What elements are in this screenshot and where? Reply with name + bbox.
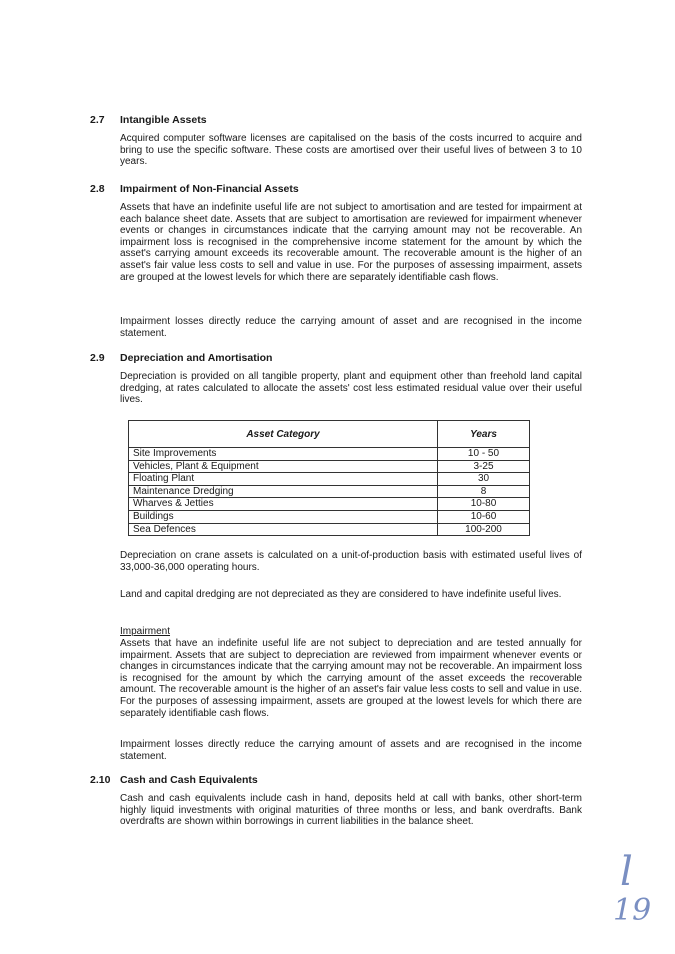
years-cell: 10 - 50 (438, 448, 530, 461)
section-2-8-title (90, 183, 299, 195)
table-row (129, 485, 530, 498)
impairment-subheading: Impairment (120, 626, 171, 637)
table-header-row (129, 421, 530, 448)
impairment-depreciation-paragraph: Assets that have an indefinite useful life are not subject to depreciation and are tested annually for impairment. Assets that are subject to depreciation are reviewed from impairment whenever events or changes in circumstances indicate that the carrying amount may not be recoverable. An impairment loss is recognised for the amount by which the carrying amount of the asset exceeds the recoverable amount. The recoverable amount is the higher of an asset's fair value less costs to sell and value in use. For the purposes of assessing impairment, assets are grouped at the lowest levels for which there are separately identifiable cash flows. (120, 638, 582, 719)
years-cell: 8 (438, 485, 530, 498)
col-years: Years (438, 421, 530, 448)
section-2-7-title (90, 114, 207, 126)
asset-category-cell: Floating Plant (129, 473, 438, 486)
impairment-losses-assets-paragraph: Impairment losses directly reduce the carrying amount of assets and are recognised in the income statement. (120, 739, 582, 762)
section-heading: Cash and Cash Equivalents (120, 774, 258, 786)
asset-category-cell: Sea Defences (129, 523, 438, 536)
table-row (129, 448, 530, 461)
impairment-paragraph: Assets that have an indefinite useful life are not subject to amortisation and are tested for impairment at each balance sheet date. Assets that are subject to amortisation are reviewed for impairment whenever events or changes in circumstances indicate that the carrying amount may not be recoverable. An impairment loss is recognised in the comprehensive income statement for the amount by which the asset's carrying amount exceeds its recoverable amount. The recoverable amount is the higher of an asset's fair value less costs to sell and value in use. For the purposes of assessing impairment, assets are grouped at the lowest levels for which there are separately identifiable cash flows. (120, 202, 582, 283)
section-2-9-title (90, 352, 272, 364)
section-heading: Intangible Assets (120, 114, 207, 126)
handwritten-initial: l (620, 849, 633, 895)
intangible-assets-paragraph: Acquired computer software licenses are capitalised on the basis of the costs incurred to acquire and bring to use the specific software. These costs are amortised over their useful lives of between 3 to 10 years. (120, 133, 582, 168)
col-asset-category: Asset Category (129, 421, 438, 448)
crane-depreciation-paragraph: Depreciation on crane assets is calculated on a unit-of-production basis with estimated useful lives of 33,000-36,000 operating hours. (120, 550, 582, 573)
section-2-10-title (90, 774, 258, 786)
years-cell: 100-200 (438, 523, 530, 536)
years-cell: 10-80 (438, 498, 530, 511)
section-heading: Impairment of Non-Financial Assets (120, 183, 299, 195)
section-number: 2.10 (90, 774, 111, 786)
table-row (129, 473, 530, 486)
section-number: 2.8 (90, 183, 105, 195)
section-heading: Depreciation and Amortisation (120, 352, 273, 364)
years-cell: 30 (438, 473, 530, 486)
handwritten-page-number: 19 (613, 893, 652, 928)
depreciation-paragraph: Depreciation is provided on all tangible property, plant and equipment other than freehold land capital dredging, at rates calculated to allocate the assets' cost less estimated residual value over their useful lives. (120, 371, 582, 406)
table-row (129, 523, 530, 536)
asset-category-cell: Buildings (129, 510, 438, 523)
impairment-losses-paragraph: Impairment losses directly reduce the carrying amount of asset and are recognised in the income statement. (120, 316, 582, 339)
cash-equivalents-paragraph: Cash and cash equivalents include cash in hand, deposits held at call with banks, other short-term highly liquid investments with original maturities of three months or less, and bank overdrafts. Bank overdrafts are shown within borrowings in current liabilities in the balance sheet. (120, 793, 582, 828)
asset-category-cell: Wharves & Jetties (129, 498, 438, 511)
land-dredging-paragraph: Land and capital dredging are not depreciated as they are considered to have indefinite useful lives. (120, 589, 562, 600)
table-row (129, 510, 530, 523)
section-number: 2.9 (90, 352, 105, 364)
table-row (129, 460, 530, 473)
years-cell: 10-60 (438, 510, 530, 523)
asset-category-cell: Maintenance Dredging (129, 485, 438, 498)
asset-category-cell: Site Improvements (129, 448, 438, 461)
table-row (129, 498, 530, 511)
asset-category-cell: Vehicles, Plant & Equipment (129, 460, 438, 473)
asset-category-table (128, 420, 530, 536)
section-number: 2.7 (90, 114, 105, 126)
years-cell: 3-25 (438, 460, 530, 473)
